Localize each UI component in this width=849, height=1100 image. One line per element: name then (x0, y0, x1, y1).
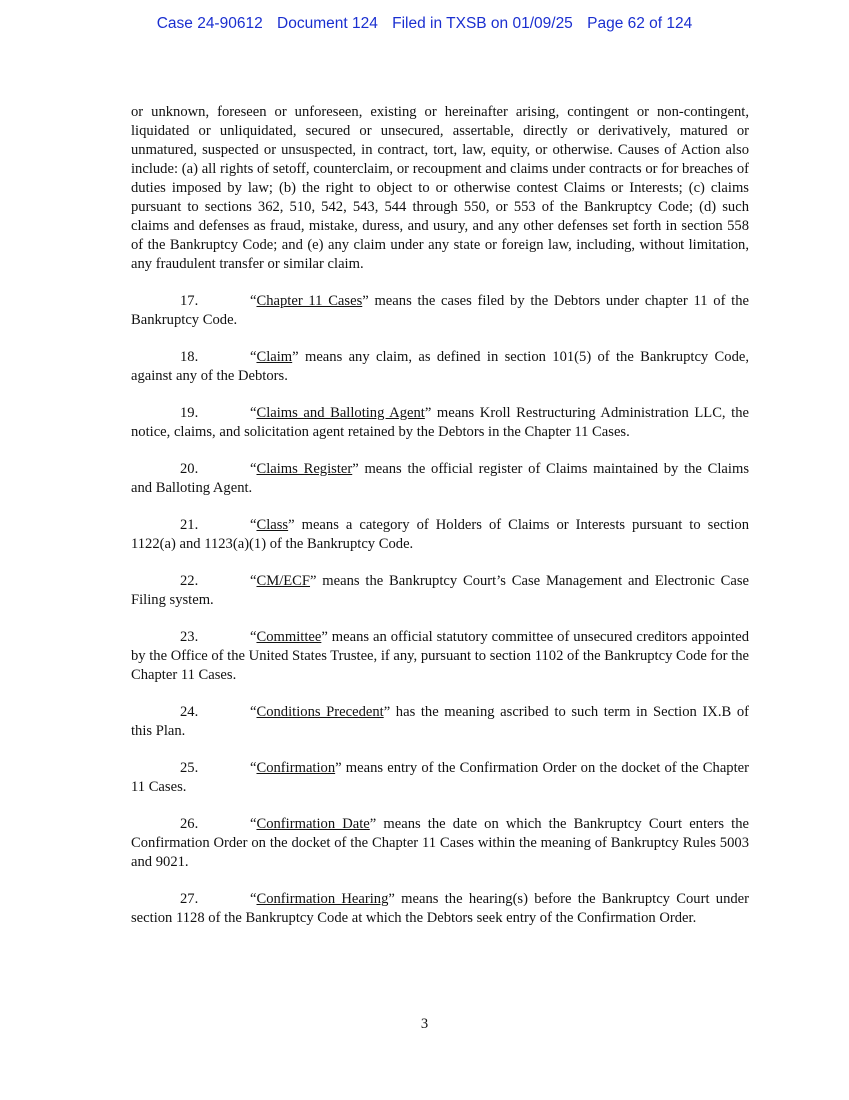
definition-number: 20. (180, 461, 199, 477)
definition-number: 18. (180, 349, 199, 365)
definition-text: ” means a category of Holders of Claims or Interests pursuant to section 1122(a) and 1123(a)(1) of the Bankruptcy Code. (131, 517, 749, 552)
definition-21: 21. “Class” means a category of Holders of Claims or Interests pursuant to section 1122(a) and 1123(a)(1) of the Bankruptcy Code. (131, 517, 749, 552)
defined-term: Confirmation (256, 760, 336, 776)
definition-text: ” means an official statutory committee of unsecured creditors appointed by the Office of the United States Trustee, if any, pursuant to section 1102 of the Bankruptcy Code for the Chapter 11 Cases. (131, 629, 749, 683)
defined-term: CM/ECF (256, 573, 311, 589)
filed-stamp: Filed in TXSB on 01/09/25 (392, 15, 573, 32)
document-number: Document 124 (277, 15, 378, 32)
defined-term: Chapter 11 Cases (256, 293, 363, 309)
definition-23: 23. “Committee” means an official statutory committee of unsecured creditors appointed by the Office of the United States Trustee, if any, pursuant to section 1102 of the Bankruptcy Code for the Chapter 11 Cases. (131, 629, 749, 683)
definition-27: 27. “Confirmation Hearing” means the hearing(s) before the Bankruptcy Court under section 1128 of the Bankruptcy Code at which the Debtors seek entry of the Confirmation Order. (131, 891, 749, 926)
definition-number: 21. (180, 517, 199, 533)
definition-text: ” means the hearing(s) before the Bankruptcy Court under section 1128 of the Bankruptcy Code at which the Debtors seek entry of the Confirmation Order. (131, 891, 749, 926)
defined-term: Claims and Balloting Agent (256, 405, 425, 421)
definition-text: ” means the Bankruptcy Court’s Case Management and Electronic Case Filing system. (131, 573, 749, 608)
definition-25: 25. “Confirmation” means entry of the Confirmation Order on the docket of the Chapter 11 Cases. (131, 760, 749, 795)
definition-18: 18. “Claim” means any claim, as defined in section 101(5) of the Bankruptcy Code, against any of the Debtors. (131, 349, 749, 384)
definition-number: 22. (180, 573, 199, 589)
defined-term: Class (256, 517, 289, 533)
document-body (131, 103, 749, 946)
definition-24: 24. “Conditions Precedent” has the meaning ascribed to such term in Section IX.B of this Plan. (131, 704, 749, 739)
defined-term: Committee (256, 629, 322, 645)
definition-text: ” means any claim, as defined in section 101(5) of the Bankruptcy Code, against any of the Debtors. (131, 349, 749, 384)
definition-text: ” means entry of the Confirmation Order on the docket of the Chapter 11 Cases. (131, 760, 749, 795)
definition-26: 26. “Confirmation Date” means the date on which the Bankruptcy Court enters the Confirmation Order on the docket of the Chapter 11 Cases within the meaning of Bankruptcy Rules 5003 and 9021. (131, 816, 749, 870)
definition-text: ” means the official register of Claims maintained by the Claims and Balloting Agent. (131, 461, 749, 496)
defined-term: Claims Register (256, 461, 353, 477)
defined-term: Conditions Precedent (256, 704, 384, 720)
definition-number: 27. (180, 891, 199, 907)
page-of-total: Page 62 of 124 (587, 15, 693, 32)
definition-number: 25. (180, 760, 199, 776)
definition-20: 20. “Claims Register” means the official register of Claims maintained by the Claims and Balloting Agent. (131, 461, 749, 496)
definition-text: ” means the date on which the Bankruptcy Court enters the Confirmation Order on the docket of the Chapter 11 Cases within the meaning of Bankruptcy Rules 5003 and 9021. (131, 816, 749, 870)
defined-term: Confirmation Hearing (256, 891, 389, 907)
case-number: Case 24-90612 (156, 15, 263, 32)
definition-number: 23. (180, 629, 199, 645)
definition-17: 17. “Chapter 11 Cases” means the cases filed by the Debtors under chapter 11 of the Bankruptcy Code. (131, 293, 749, 328)
definition-number: 24. (180, 704, 199, 720)
definition-22: 22. “CM/ECF” means the Bankruptcy Court’s Case Management and Electronic Case Filing system. (131, 573, 749, 608)
page-number: 3 (420, 1016, 429, 1032)
intro-paragraph: or unknown, foreseen or unforeseen, existing or hereinafter arising, contingent or non-contingent, liquidated or unliquidated, secured or unsecured, assertable, directly or derivatively, matured or unmatured, suspected or unsuspected, in contract, tort, law, equity, or otherwise. Causes of Action also include: (a) all rights of setoff, counterclaim, or recoupment and claims under contracts or for breaches of duties imposed by law; (b) the right to object to or otherwise contest Claims or Interests; (c) claims pursuant to sections 362, 510, 542, 543, 544 through 550, or 553 of the Bankruptcy Code; (d) such claims and defenses as fraud, mistake, duress, and usury, and any other defenses set forth in section 558 of the Bankruptcy Code; and (e) any claim under any state or foreign law, including, without limitation, any fraudulent transfer or similar claim. (131, 104, 749, 272)
definition-text: ” means Kroll Restructuring Administration LLC, the notice, claims, and solicitation agent retained by the Debtors in the Chapter 11 Cases. (131, 405, 749, 440)
definition-19: 19. “Claims and Balloting Agent” means Kroll Restructuring Administration LLC, the notice, claims, and solicitation agent retained by the Debtors in the Chapter 11 Cases. (131, 405, 749, 440)
definition-number: 19. (180, 405, 199, 421)
definition-number: 26. (180, 816, 199, 832)
defined-term: Claim (256, 349, 293, 365)
definition-number: 17. (180, 293, 199, 309)
filing-header (0, 15, 849, 33)
defined-term: Confirmation Date (256, 816, 370, 832)
definition-text: ” means the cases filed by the Debtors under chapter 11 of the Bankruptcy Code. (131, 293, 749, 328)
definition-text: ” has the meaning ascribed to such term in Section IX.B of this Plan. (131, 704, 749, 739)
